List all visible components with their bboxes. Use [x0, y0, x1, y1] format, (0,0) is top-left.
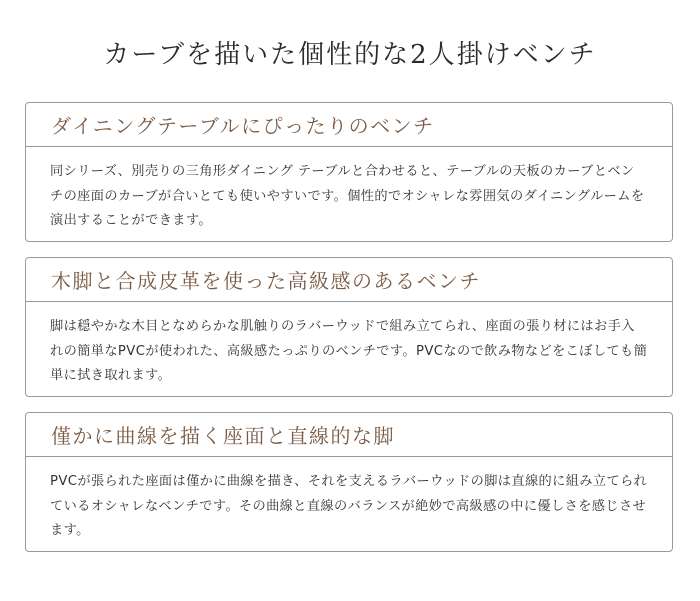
- feature-section-dining: [25, 102, 673, 242]
- section-header: [26, 103, 672, 147]
- section-body-text: 同シリーズ、別売りの三角形ダイニング テーブルと合わせると、テーブルの天板のカーブとベンチの座面のカーブが合いとても使いやすいです。個性的でオシャレな雰囲気のダイニングルームを演出することができます。: [50, 164, 645, 228]
- section-header: [26, 258, 672, 302]
- page-title: カーブを描いた個性的な2人掛けベンチ: [103, 40, 597, 70]
- section-heading: ダイニングテーブルにぴったりのベンチ: [51, 114, 435, 138]
- feature-section-materials: [25, 257, 673, 397]
- feature-section-design: [25, 412, 673, 552]
- section-body-text: 脚は穏やかな木目となめらかな肌触りのラバーウッドで組み立てられ、座面の張り材にはお手入れの簡単なPVCが使われた、高級感たっぷりのベンチです。PVCなので飲み物などをこぼしても簡単に拭き取れます。: [50, 319, 648, 383]
- section-heading: 木脚と合成皮革を使った高級感のあるベンチ: [51, 269, 481, 293]
- section-header: [26, 413, 672, 457]
- section-heading: 僅かに曲線を描く座面と直線的な脚: [51, 424, 395, 448]
- section-body-text: PVCが張られた座面は僅かに曲線を描き、それを支えるラバーウッドの脚は直線的に組み立てられているオシャレなベンチです。その曲線と直線のバランスが絶妙で高級感の中に優しさを感じさせます。: [50, 474, 648, 538]
